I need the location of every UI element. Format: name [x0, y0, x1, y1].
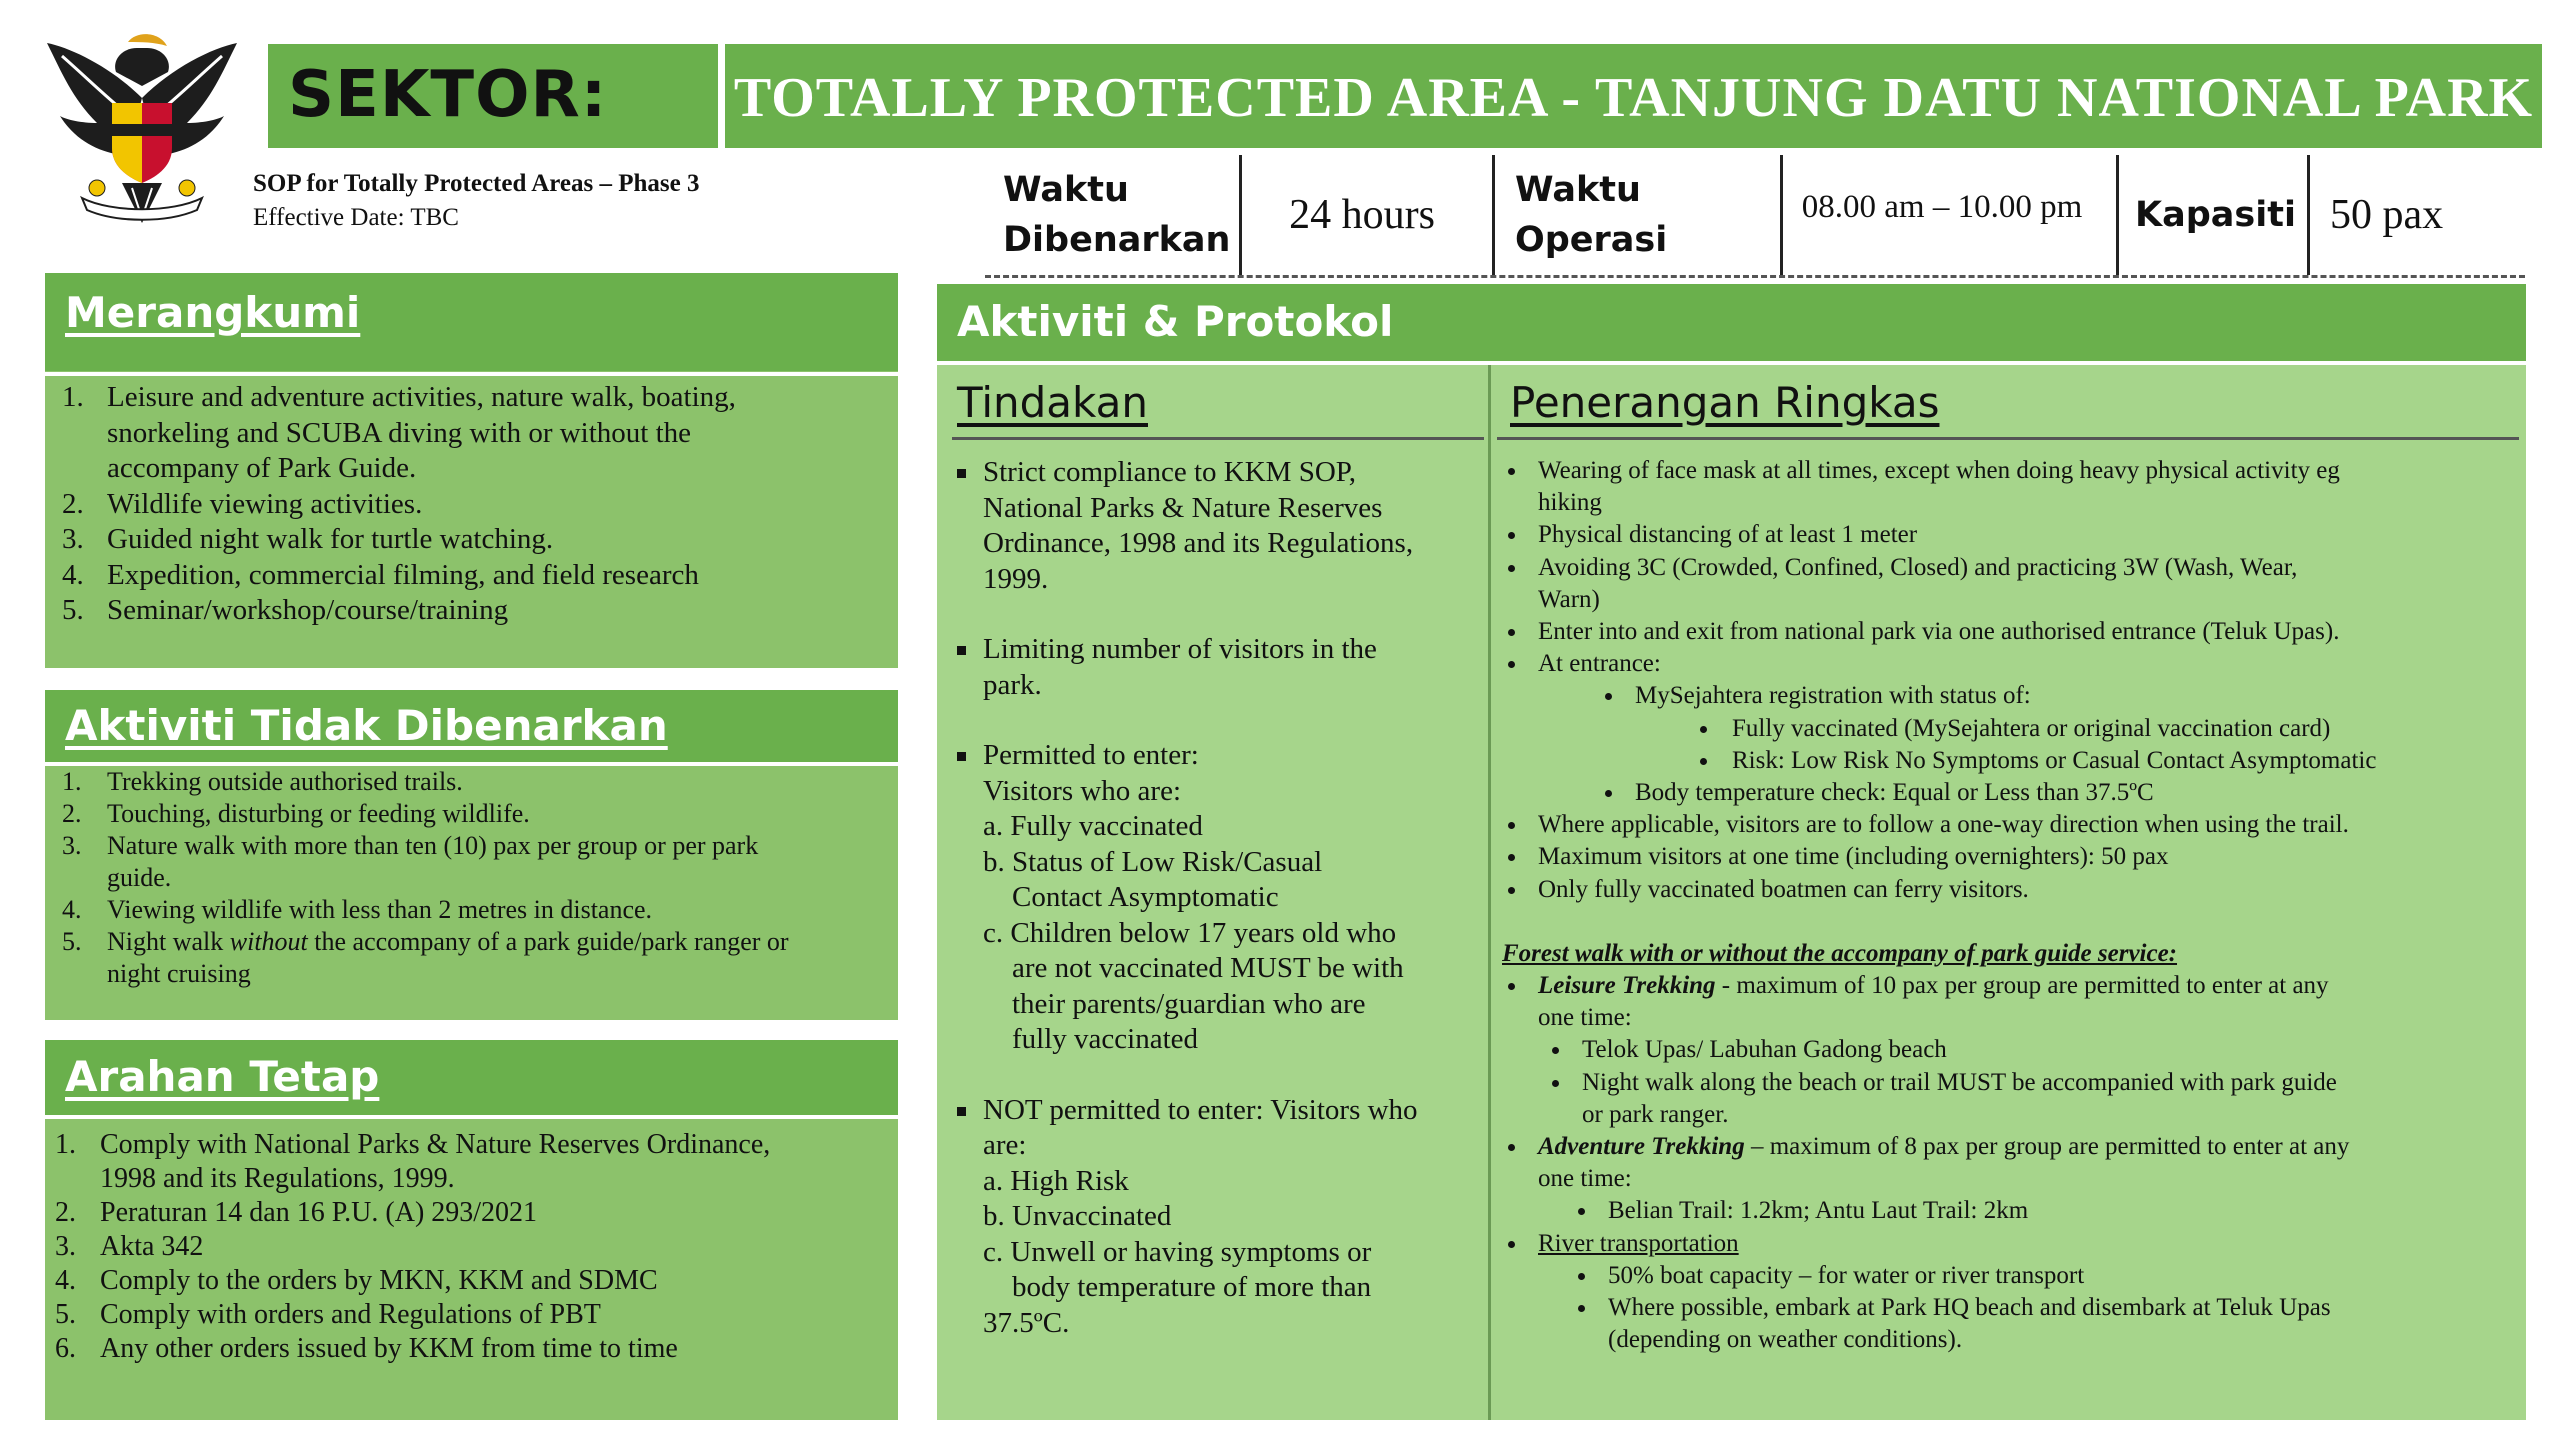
list-item: 3. Guided night walk for turtle watching.: [62, 523, 554, 555]
penerangan-item: Where applicable, visitors are to follow a one-way direction when using the trail.: [1502, 809, 2522, 841]
list-item: 1. Leisure and adventure activities, nature walk, boating, snorkeling and SCUBA diving with or without the accompany of Park Guide.: [62, 381, 736, 484]
penerangan-subitem: Body temperature check: Equal or Less than 37.5ºC: [1502, 777, 2522, 809]
list-item: 5. Seminar/workshop/course/training: [62, 594, 509, 626]
penerangan-title: Penerangan Ringkas: [1510, 378, 1940, 427]
waktu-operasi-value: 08.00 am – 10.00 pm: [1801, 188, 2083, 225]
penerangan-item: Wearing of face mask at all times, except when doing heavy physical activity eg hiking: [1502, 455, 2522, 519]
penerangan-item: Only fully vaccinated boatmen can ferry visitors.: [1502, 874, 2522, 906]
sop-line: SOP for Totally Protected Areas – Phase 3: [253, 170, 700, 197]
kapasiti-value: 50 pax: [2330, 192, 2444, 238]
waktu-dibenarkan-value: 24 hours: [1289, 192, 1435, 238]
penerangan-subitem: Belian Trail: 1.2km; Antu Laut Trail: 2km: [1502, 1195, 2522, 1227]
tidak-dibenarkan-title: Aktiviti Tidak Dibenarkan: [65, 701, 668, 750]
list-item: 4. Comply to the orders by MKN, KKM and SDMC: [55, 1265, 658, 1296]
list-item: 2. Touching, disturbing or feeding wildlife.: [62, 799, 530, 828]
penerangan-item: Leisure Trekking - maximum of 10 pax per group are permitted to enter at any one time:: [1502, 970, 2522, 1034]
forest-walk-heading: Forest walk with or without the accompany of park guide service:: [1502, 939, 2178, 967]
info-row: [985, 155, 2525, 278]
penerangan-item: Avoiding 3C (Crowded, Confined, Closed) and practicing 3W (Wash, Wear, Warn): [1502, 552, 2522, 616]
tindakan-item: Limiting number of visitors in the park.: [957, 632, 1482, 703]
list-item: 5. Comply with orders and Regulations of PBT: [55, 1299, 601, 1330]
penerangan-subitem: Risk: Low Risk No Symptoms or Casual Contact Asymptomatic: [1502, 745, 2522, 777]
arahan-tetap-title: Arahan Tetap: [65, 1052, 380, 1101]
penerangan-item: Enter into and exit from national park via one authorised entrance (Teluk Upas).: [1502, 616, 2522, 648]
list-item: 3. Akta 342: [55, 1231, 204, 1262]
list-item: 6. Any other orders issued by KKM from time to time: [55, 1333, 678, 1364]
merangkumi-title: Merangkumi: [65, 288, 361, 337]
penerangan-subitem: MySejahtera registration with status of:: [1502, 680, 2522, 712]
penerangan-subitem: Night walk along the beach or trail MUST be accompanied with park guide or park ranger.: [1502, 1067, 2522, 1131]
tindakan-column: [957, 455, 1482, 1341]
penerangan-column: [1502, 455, 2522, 1356]
penerangan-item: River transportation: [1502, 1228, 2522, 1260]
list-item: 2. Peraturan 14 dan 16 P.U. (A) 293/2021: [55, 1197, 538, 1228]
tindakan-item: NOT permitted to enter: Visitors who are: a. High Risk b. Unvaccinated c. Unwell or having symptoms or body temperature of more than 37.5ºC.: [957, 1093, 1482, 1342]
column-divider: [1488, 365, 1491, 1420]
penerangan-item: Adventure Trekking – maximum of 8 pax per group are permitted to enter at any one time:: [1502, 1131, 2522, 1195]
waktu-dibenarkan-label: Waktu Dibenarkan: [1003, 170, 1231, 260]
penerangan-subitem: Telok Upas/ Labuhan Gadong beach: [1502, 1034, 2522, 1066]
list-item: 4. Viewing wildlife with less than 2 metres in distance.: [62, 895, 653, 924]
penerangan-subitem: Where possible, embark at Park HQ beach and disembark at Teluk Upas (depending on weather conditions).: [1502, 1292, 2522, 1356]
sarawak-crest-icon: [42, 28, 242, 238]
list-item: 1. Comply with National Parks & Nature Reserves Ordinance, 1998 and its Regulations, 1999.: [55, 1129, 771, 1194]
list-item: 5. Night walk without the accompany of a park guide/park ranger or night cruising: [62, 927, 789, 988]
list-item: 1. Trekking outside authorised trails.: [62, 767, 463, 796]
kapasiti-label: Kapasiti: [2135, 195, 2296, 235]
merangkumi-list: [62, 380, 882, 629]
tindakan-item: Strict compliance to KKM SOP, National Parks & Nature Reserves Ordinance, 1998 and its Regulations, 1999.: [957, 455, 1482, 597]
list-item: 3. Nature walk with more than ten (10) pax per group or per park guide.: [62, 831, 759, 892]
tidak-dibenarkan-list: [62, 766, 892, 990]
arahan-tetap-list: [55, 1128, 885, 1366]
aktiviti-title: Aktiviti & Protokol: [957, 297, 1394, 346]
page-title: TOTALLY PROTECTED AREA - TANJUNG DATU NATIONAL PARK: [733, 67, 2534, 129]
penerangan-item: Physical distancing of at least 1 meter: [1502, 519, 2522, 551]
effective-date: Effective Date: TBC: [253, 204, 459, 231]
sektor-label: SEKTOR:: [288, 58, 608, 132]
penerangan-item: At entrance:: [1502, 648, 2522, 680]
list-item: 2. Wildlife viewing activities.: [62, 487, 423, 520]
tindakan-item: Permitted to enter: Visitors who are: a. Fully vaccinated b. Status of Low Risk/Casual Contact Asymptomatic c. Children below 17 years old who are not vaccinated MUST be with their parents/guardian who are fully vaccinated: [957, 738, 1482, 1058]
penerangan-subitem: 50% boat capacity – for water or river transport: [1502, 1260, 2522, 1292]
list-item: 4. Expedition, commercial filming, and field research: [62, 558, 699, 591]
penerangan-subitem: Fully vaccinated (MySejahtera or original vaccination card): [1502, 713, 2522, 745]
waktu-operasi-label: Waktu Operasi: [1515, 170, 1668, 260]
tindakan-title: Tindakan: [957, 378, 1148, 427]
penerangan-item: Maximum visitors at one time (including overnighters): 50 pax: [1502, 841, 2522, 873]
